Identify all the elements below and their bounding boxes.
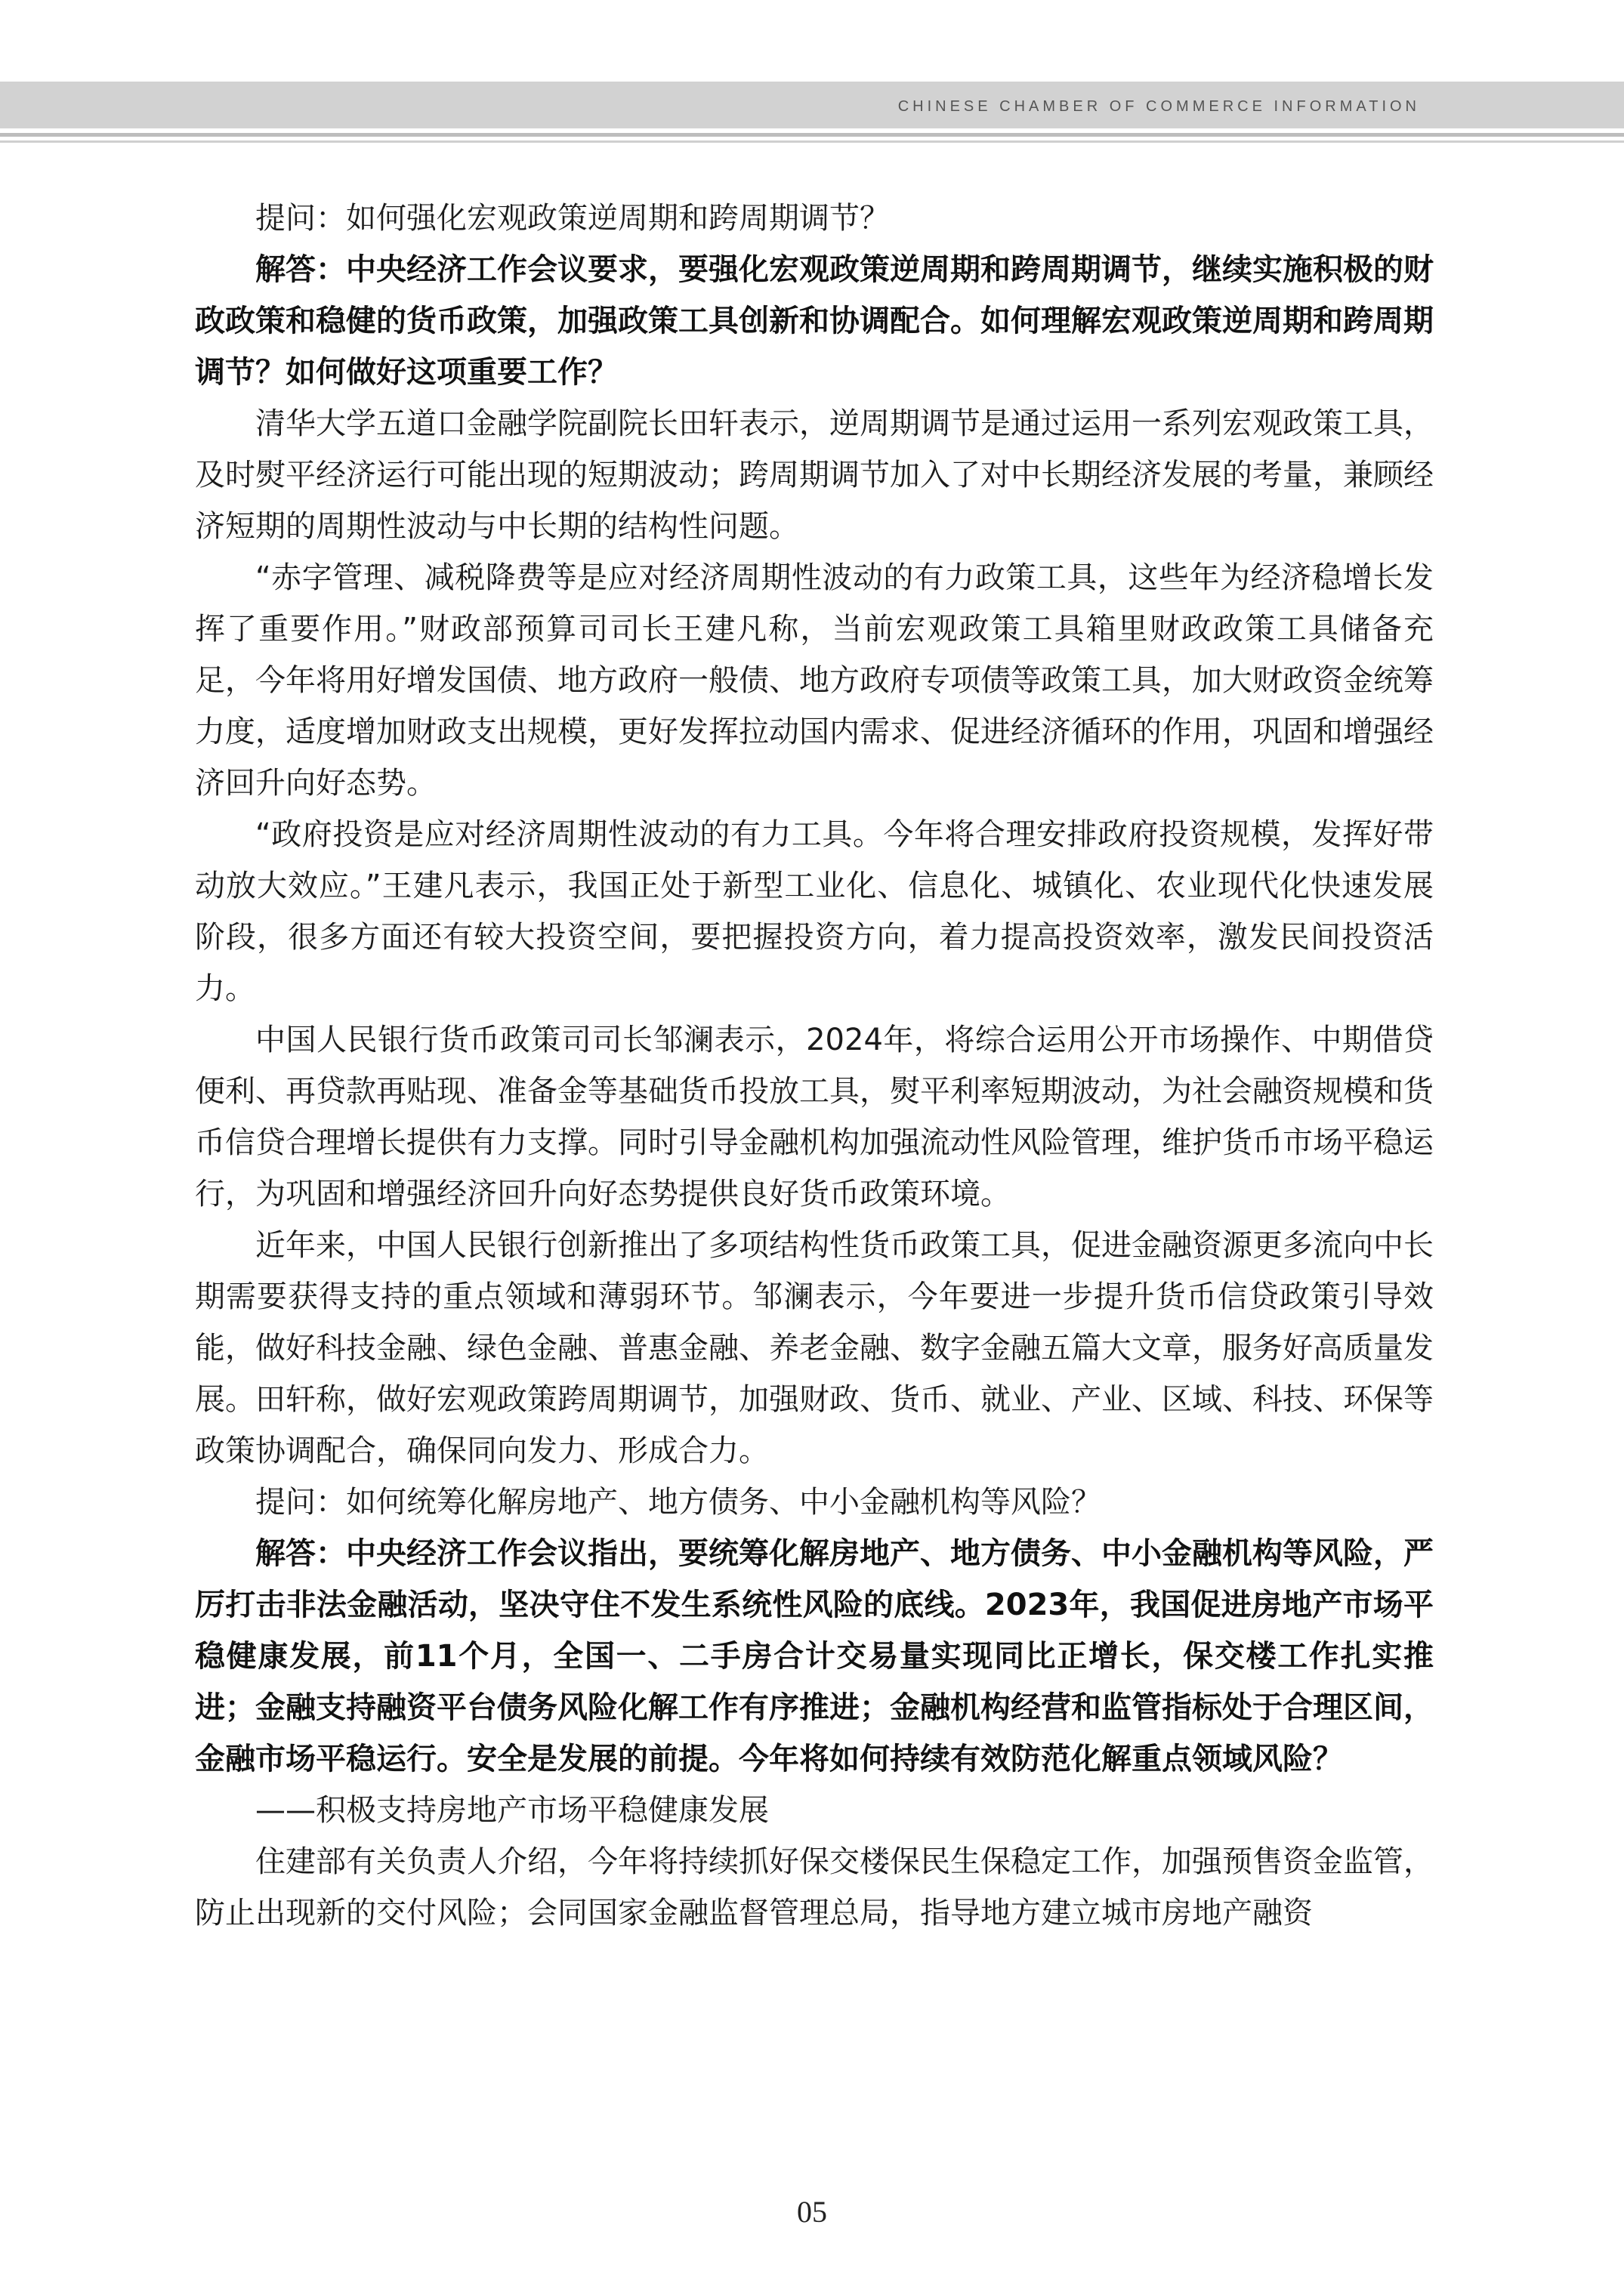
paragraph: 中国人民银行货币政策司司长邹澜表示，2024年，将综合运用公开市场操作、中期借贷便利、再贷款再贴现、准备金等基础货币投放工具，熨平利率短期波动，为社会融资规模和货币信贷合理增长提供有力支撑。同时引导金融机构加强流动性风险管理，维护货币市场平稳运行，为巩固和增强经济回升向好态势提供良好货币政策环境。 bbox=[195, 1023, 1434, 1211]
paragraph: 近年来，中国人民银行创新推出了多项结构性货币政策工具，促进金融资源更多流向中长期需要获得支持的重点领域和薄弱环节。邹澜表示，今年要进一步提升货币信贷政策引导效能，做好科技金融、绿色金融、普惠金融、养老金融、数字金融五篇大文章，服务好高质量发展。田轩称，做好宏观政策跨周期调节，加强财政、货币、就业、产业、区域、科技、环保等政策协调配合，确保同向发力、形成合力。 bbox=[195, 1228, 1434, 1468]
question-1: 提问：如何强化宏观政策逆周期和跨周期调节？ bbox=[255, 201, 890, 236]
answer-2: 解答：中央经济工作会议指出，要统筹化解房地产、地方债务、中小金融机构等风险，严厉打击非法金融活动，坚决守住不发生系统性风险的底线。2023年，我国促进房地产市场平稳健康发展，前11个月，全国一、二手房合计交易量实现同比正增长，保交楼工作扎实推进；金融支持融资平台债务风险化解工作有序推进；金融机构经营和监管指标处于合理区间，金融市场平稳运行。安全是发展的前提。今年将如何持续有效防范化解重点领域风险？ bbox=[195, 1536, 1434, 1776]
header-rule bbox=[0, 133, 1624, 137]
running-header: CHINESE CHAMBER OF COMMERCE INFORMATION bbox=[897, 98, 1420, 115]
paragraph: “赤字管理、减税降费等是应对经济周期性波动的有力政策工具，这些年为经济稳增长发挥了重要作用。”财政部预算司司长王建凡称，当前宏观政策工具箱里财政政策工具储备充足，今年将用好增发国债、地方政府一般债、地方政府专项债等政策工具，加大财政资金统筹力度，适度增加财政支出规模，更好发挥拉动国内需求、促进经济循环的作用，巩固和增强经济回升向好态势。 bbox=[195, 560, 1434, 801]
page-number: 05 bbox=[797, 2195, 827, 2229]
header-rule-thin bbox=[0, 140, 1624, 143]
paragraph: “政府投资是应对经济周期性波动的有力工具。今年将合理安排政府投资规模，发挥好带动放大效应。”王建凡表示，我国正处于新型工业化、信息化、城镇化、农业现代化快速发展阶段，很多方面还有较大投资空间，要把握投资方向，着力提高投资效率，激发民间投资活力。 bbox=[195, 817, 1434, 1006]
paragraph: 清华大学五道口金融学院副院长田轩表示，逆周期调节是通过运用一系列宏观政策工具，及时熨平经济运行可能出现的短期波动；跨周期调节加入了对中长期经济发展的考量，兼顾经济短期的周期性波动与中长期的结构性问题。 bbox=[195, 406, 1434, 544]
article-body bbox=[195, 193, 1434, 1939]
subheading: ——积极支持房地产市场平稳健康发展 bbox=[255, 1793, 769, 1828]
answer-1: 解答：中央经济工作会议要求，要强化宏观政策逆周期和跨周期调节，继续实施积极的财政政策和稳健的货币政策，加强政策工具创新和协调配合。如何理解宏观政策逆周期和跨周期调节？如何做好这项重要工作？ bbox=[195, 252, 1434, 390]
question-2: 提问：如何统筹化解房地产、地方债务、中小金融机构等风险？ bbox=[255, 1485, 1101, 1520]
paragraph: 住建部有关负责人介绍，今年将持续抓好保交楼保民生保稳定工作，加强预售资金监管，防止出现新的交付风险；会同国家金融监督管理总局，指导地方建立城市房地产融资 bbox=[195, 1844, 1434, 1930]
